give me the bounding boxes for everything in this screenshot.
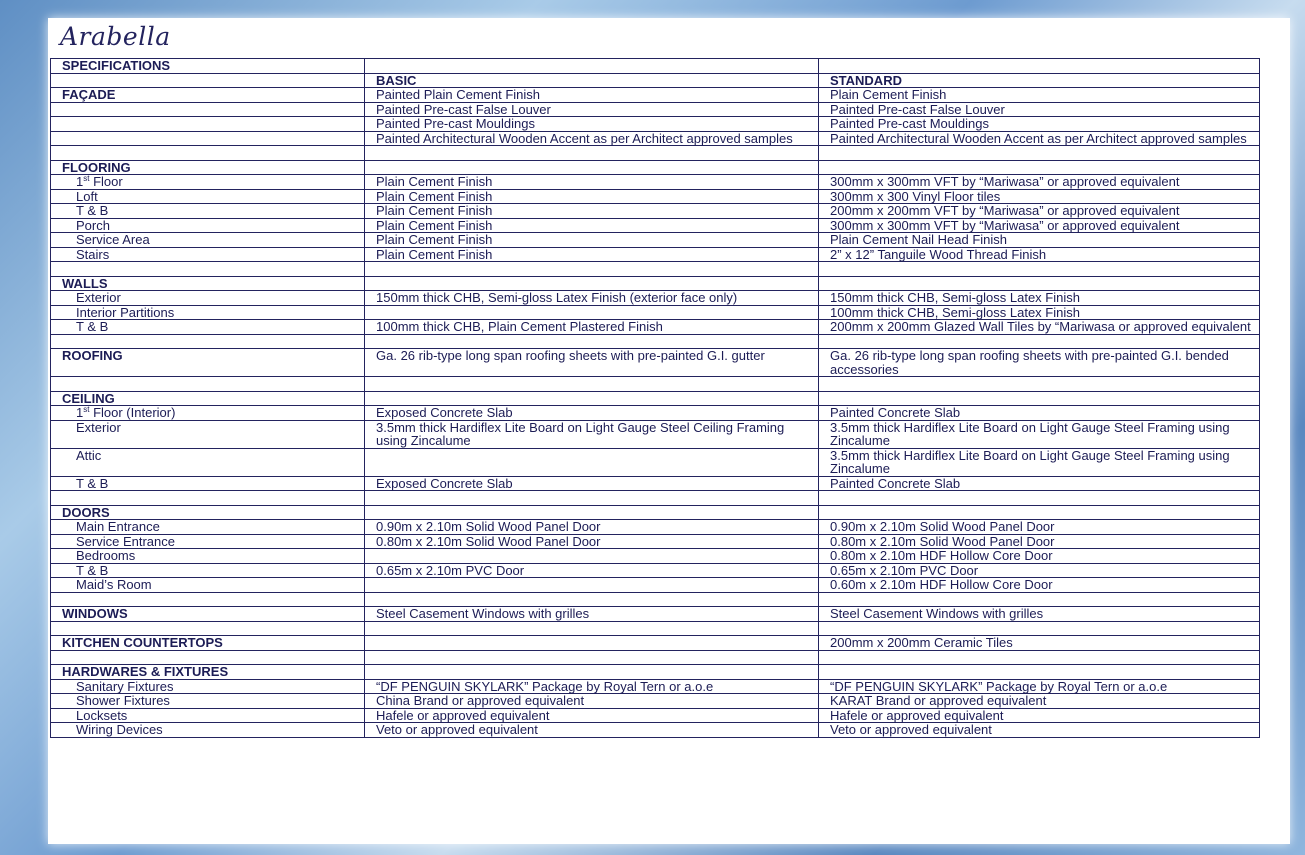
basic-spec-cell: Plain Cement Finish: [365, 204, 819, 219]
spec-item-label: DOORS: [51, 505, 365, 520]
basic-spec-cell: Exposed Concrete Slab: [365, 406, 819, 421]
basic-spec-cell: [365, 448, 819, 476]
basic-spec-cell: 0.65m x 2.10m PVC Door: [365, 563, 819, 578]
basic-spec-cell: Painted Pre-cast False Louver: [365, 102, 819, 117]
table-row: [51, 73, 1260, 88]
spec-item-label: WINDOWS: [51, 607, 365, 622]
basic-spec-cell: Painted Architectural Wooden Accent as per Architect approved samples: [365, 131, 819, 146]
standard-spec-cell: 0.80m x 2.10m HDF Hollow Core Door: [819, 549, 1260, 564]
table-row: [51, 708, 1260, 723]
standard-spec-cell: Steel Casement Windows with grilles: [819, 607, 1260, 622]
basic-spec-cell: [365, 160, 819, 175]
standard-spec-cell: 0.80m x 2.10m Solid Wood Panel Door: [819, 534, 1260, 549]
spec-item-label: T & B: [51, 476, 365, 491]
spacer-row: [51, 334, 1260, 349]
table-row: [51, 189, 1260, 204]
spec-item-label: [51, 117, 365, 132]
spec-item-label: Interior Partitions: [51, 305, 365, 320]
label-superscript: st: [83, 174, 90, 183]
basic-spec-cell: Painted Plain Cement Finish: [365, 88, 819, 103]
table-row: [51, 420, 1260, 448]
standard-spec-cell: [819, 650, 1260, 665]
label-superscript: st: [83, 405, 90, 414]
spec-item-label: HARDWARES & FIXTURES: [51, 665, 365, 680]
section-row: [51, 636, 1260, 651]
table-row: [51, 117, 1260, 132]
spec-item-label: KITCHEN COUNTERTOPS: [51, 636, 365, 651]
standard-spec-cell: [819, 59, 1260, 74]
spec-item-label: [51, 621, 365, 636]
basic-spec-cell: Painted Pre-cast Mouldings: [365, 117, 819, 132]
table-row: [51, 520, 1260, 535]
section-row: [51, 505, 1260, 520]
standard-spec-cell: [819, 505, 1260, 520]
spec-item-label: Stairs: [51, 247, 365, 262]
table-row: [51, 563, 1260, 578]
basic-spec-cell: 100mm thick CHB, Plain Cement Plastered Finish: [365, 320, 819, 335]
basic-spec-cell: [365, 59, 819, 74]
standard-spec-cell: 2” x 12” Tanguile Wood Thread Finish: [819, 247, 1260, 262]
table-row: [51, 694, 1260, 709]
basic-spec-cell: Steel Casement Windows with grilles: [365, 607, 819, 622]
standard-spec-cell: 200mm x 200mm Ceramic Tiles: [819, 636, 1260, 651]
basic-spec-cell: [365, 377, 819, 392]
table-row: [51, 578, 1260, 593]
standard-spec-cell: [819, 377, 1260, 392]
section-row: [51, 88, 1260, 103]
standard-spec-cell: [819, 665, 1260, 680]
label-text: 1: [76, 405, 84, 420]
spacer-row: [51, 650, 1260, 665]
section-row: [51, 160, 1260, 175]
basic-spec-cell: [365, 592, 819, 607]
spec-item-label: Locksets: [51, 708, 365, 723]
table-row: [51, 247, 1260, 262]
section-row: [51, 349, 1260, 377]
standard-spec-cell: “DF PENGUIN SKYLARK” Package by Royal Tern or a.o.e: [819, 679, 1260, 694]
spec-item-label: CEILING: [51, 391, 365, 406]
basic-spec-cell: [365, 549, 819, 564]
standard-spec-cell: 100mm thick CHB, Semi-gloss Latex Finish: [819, 305, 1260, 320]
table-row: [51, 448, 1260, 476]
basic-spec-cell: [365, 146, 819, 161]
standard-spec-cell: Painted Pre-cast Mouldings: [819, 117, 1260, 132]
basic-spec-cell: [365, 578, 819, 593]
table-row: [51, 131, 1260, 146]
table-row: [51, 218, 1260, 233]
spec-item-label: Bedrooms: [51, 549, 365, 564]
table-row: [51, 534, 1260, 549]
basic-spec-cell: [365, 636, 819, 651]
column-header-standard: STANDARD: [819, 73, 1260, 88]
standard-spec-cell: 300mm x 300mm VFT by “Mariwasa” or approved equivalent: [819, 218, 1260, 233]
basic-spec-cell: [365, 262, 819, 277]
basic-spec-cell: Ga. 26 rib-type long span roofing sheets with pre-painted G.I. gutter: [365, 349, 819, 377]
standard-spec-cell: Plain Cement Nail Head Finish: [819, 233, 1260, 248]
section-row: [51, 391, 1260, 406]
standard-spec-cell: 200mm x 200mm Glazed Wall Tiles by “Mariwasa or approved equivalent: [819, 320, 1260, 335]
table-row: [51, 291, 1260, 306]
spec-item-label: [51, 650, 365, 665]
standard-spec-cell: Painted Architectural Wooden Accent as per Architect approved samples: [819, 131, 1260, 146]
standard-spec-cell: 300mm x 300mm VFT by “Mariwasa” or approved equivalent: [819, 175, 1260, 190]
standard-spec-cell: Painted Concrete Slab: [819, 476, 1260, 491]
spec-item-label: Porch: [51, 218, 365, 233]
basic-spec-cell: [365, 391, 819, 406]
table-row: [51, 320, 1260, 335]
standard-spec-cell: [819, 391, 1260, 406]
spacer-row: [51, 262, 1260, 277]
standard-spec-cell: [819, 276, 1260, 291]
spec-item-label: Shower Fixtures: [51, 694, 365, 709]
table-row: [51, 476, 1260, 491]
document-title: Arabella: [60, 22, 171, 51]
standard-spec-cell: [819, 491, 1260, 506]
basic-spec-cell: [365, 334, 819, 349]
label-text-rest: Floor (Interior): [89, 405, 176, 420]
spec-item-label: [51, 334, 365, 349]
standard-spec-cell: [819, 262, 1260, 277]
table-row: [51, 549, 1260, 564]
standard-spec-cell: Veto or approved equivalent: [819, 723, 1260, 738]
spec-item-label: Service Entrance: [51, 534, 365, 549]
basic-spec-cell: 0.90m x 2.10m Solid Wood Panel Door: [365, 520, 819, 535]
spec-item-label: T & B: [51, 204, 365, 219]
table-row: [51, 305, 1260, 320]
section-row: [51, 276, 1260, 291]
basic-spec-cell: Plain Cement Finish: [365, 247, 819, 262]
table-row: [51, 175, 1260, 190]
spec-item-label: [51, 592, 365, 607]
standard-spec-cell: Hafele or approved equivalent: [819, 708, 1260, 723]
basic-spec-cell: “DF PENGUIN SKYLARK” Package by Royal Tern or a.o.e: [365, 679, 819, 694]
spec-item-label: SPECIFICATIONS: [51, 59, 365, 74]
spec-item-label: WALLS: [51, 276, 365, 291]
standard-spec-cell: [819, 621, 1260, 636]
spec-item-label: [51, 146, 365, 161]
section-row: [51, 59, 1260, 74]
spec-item-label: FLOORING: [51, 160, 365, 175]
basic-spec-cell: [365, 665, 819, 680]
standard-spec-cell: [819, 160, 1260, 175]
spec-item-label: ROOFING: [51, 349, 365, 377]
spec-item-label: Exterior: [51, 291, 365, 306]
standard-spec-cell: 200mm x 200mm VFT by “Mariwasa” or approved equivalent: [819, 204, 1260, 219]
basic-spec-cell: [365, 621, 819, 636]
spec-item-label: Wiring Devices: [51, 723, 365, 738]
basic-spec-cell: Veto or approved equivalent: [365, 723, 819, 738]
standard-spec-cell: [819, 592, 1260, 607]
standard-spec-cell: [819, 146, 1260, 161]
standard-spec-cell: 0.60m x 2.10m HDF Hollow Core Door: [819, 578, 1260, 593]
standard-spec-cell: 150mm thick CHB, Semi-gloss Latex Finish: [819, 291, 1260, 306]
standard-spec-cell: Plain Cement Finish: [819, 88, 1260, 103]
specifications-table: [50, 58, 1260, 738]
standard-spec-cell: 300mm x 300 Vinyl Floor tiles: [819, 189, 1260, 204]
section-row: [51, 665, 1260, 680]
spec-item-label: Service Area: [51, 233, 365, 248]
standard-spec-cell: 3.5mm thick Hardiflex Lite Board on Light Gauge Steel Framing using Zincalume: [819, 448, 1260, 476]
spec-item-label: FAÇADE: [51, 88, 365, 103]
table-row: [51, 204, 1260, 219]
basic-spec-cell: [365, 650, 819, 665]
spec-item-label: T & B: [51, 320, 365, 335]
spec-item-label: Maid’s Room: [51, 578, 365, 593]
basic-spec-cell: Hafele or approved equivalent: [365, 708, 819, 723]
standard-spec-cell: 3.5mm thick Hardiflex Lite Board on Light Gauge Steel Framing using Zincalume: [819, 420, 1260, 448]
basic-spec-cell: Plain Cement Finish: [365, 233, 819, 248]
table-row: [51, 102, 1260, 117]
spec-item-label: Sanitary Fixtures: [51, 679, 365, 694]
basic-spec-cell: Exposed Concrete Slab: [365, 476, 819, 491]
spacer-row: [51, 491, 1260, 506]
spec-item-label: [51, 73, 365, 88]
spec-item-label: [51, 131, 365, 146]
spec-item-label: [51, 377, 365, 392]
spec-item-label: T & B: [51, 563, 365, 578]
standard-spec-cell: [819, 334, 1260, 349]
spacer-row: [51, 592, 1260, 607]
standard-spec-cell: Ga. 26 rib-type long span roofing sheets with pre-painted G.I. bended accessories: [819, 349, 1260, 377]
spec-item-label: [51, 491, 365, 506]
spec-item-label: [51, 406, 365, 421]
standard-spec-cell: KARAT Brand or approved equivalent: [819, 694, 1260, 709]
standard-spec-cell: 0.65m x 2.10m PVC Door: [819, 563, 1260, 578]
spacer-row: [51, 377, 1260, 392]
basic-spec-cell: China Brand or approved equivalent: [365, 694, 819, 709]
basic-spec-cell: 0.80m x 2.10m Solid Wood Panel Door: [365, 534, 819, 549]
table-row: [51, 723, 1260, 738]
table-row: [51, 679, 1260, 694]
spec-item-label: Exterior: [51, 420, 365, 448]
section-row: [51, 607, 1260, 622]
spacer-row: [51, 146, 1260, 161]
spacer-row: [51, 621, 1260, 636]
basic-spec-cell: [365, 505, 819, 520]
spec-item-label: Main Entrance: [51, 520, 365, 535]
table-row: [51, 406, 1260, 421]
spec-item-label: [51, 175, 365, 190]
basic-spec-cell: [365, 276, 819, 291]
basic-spec-cell: 150mm thick CHB, Semi-gloss Latex Finish (exterior face only): [365, 291, 819, 306]
spec-item-label: [51, 262, 365, 277]
standard-spec-cell: Painted Concrete Slab: [819, 406, 1260, 421]
basic-spec-cell: Plain Cement Finish: [365, 218, 819, 233]
basic-spec-cell: [365, 305, 819, 320]
spec-item-label: Attic: [51, 448, 365, 476]
basic-spec-cell: Plain Cement Finish: [365, 175, 819, 190]
basic-spec-cell: Plain Cement Finish: [365, 189, 819, 204]
spec-item-label: Loft: [51, 189, 365, 204]
label-text: 1: [76, 174, 84, 189]
standard-spec-cell: 0.90m x 2.10m Solid Wood Panel Door: [819, 520, 1260, 535]
basic-spec-cell: 3.5mm thick Hardiflex Lite Board on Light Gauge Steel Ceiling Framing using Zincalume: [365, 420, 819, 448]
spec-item-label: [51, 102, 365, 117]
basic-spec-cell: [365, 491, 819, 506]
label-text-rest: Floor: [89, 174, 123, 189]
column-header-basic: BASIC: [365, 73, 819, 88]
table-row: [51, 233, 1260, 248]
standard-spec-cell: Painted Pre-cast False Louver: [819, 102, 1260, 117]
